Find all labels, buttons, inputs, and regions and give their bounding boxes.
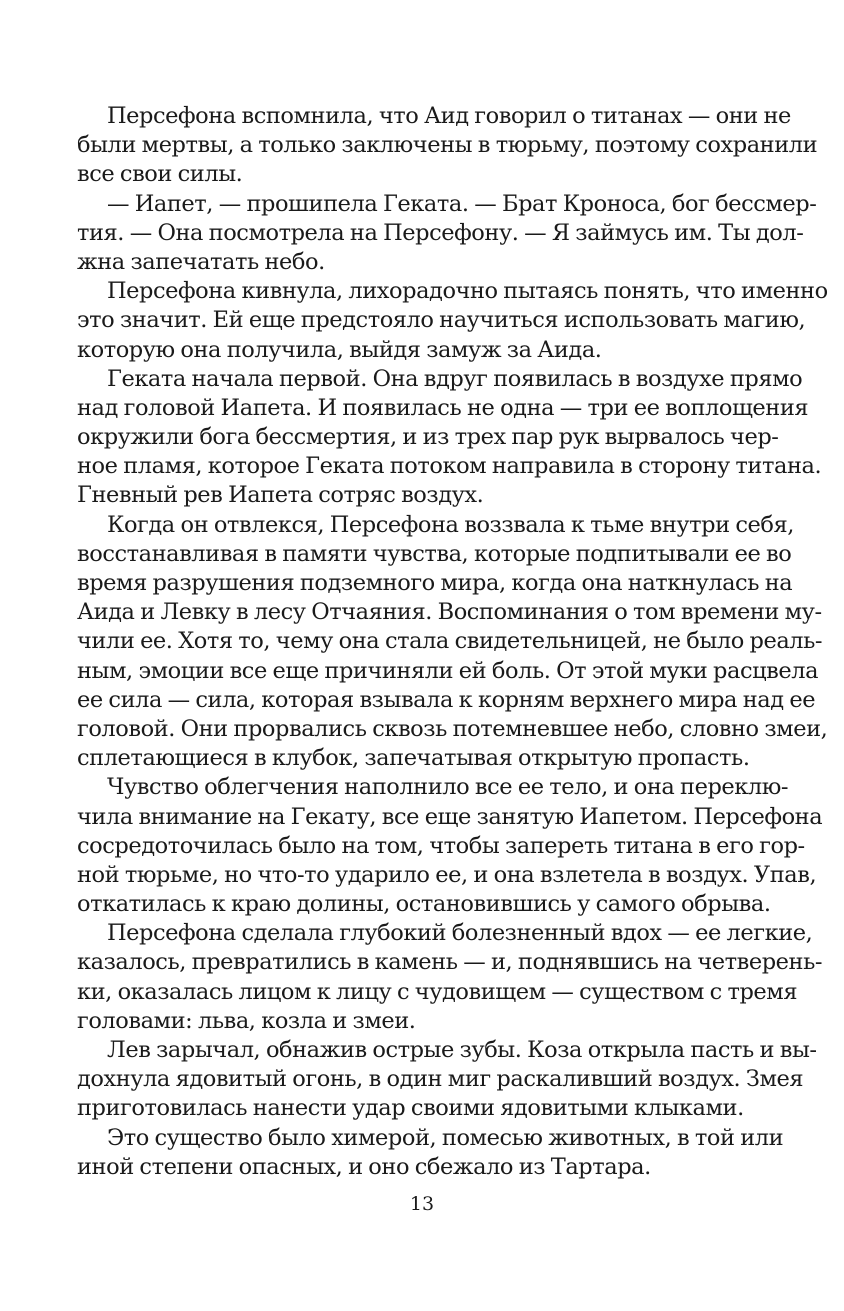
text-line: головами: льва, козла и змеи. (77, 1007, 416, 1034)
text-line: ее сила — сила, которая взывала к корням верхнего мира над ее (77, 686, 816, 713)
text-line: время разрушения подземного мира, когда она наткнулась на (77, 570, 793, 596)
text-line: Персефона вспомнила, что Аид говорил о титанах — они не (107, 103, 791, 129)
paragraph (77, 277, 828, 365)
text-line: ным, эмоции все еще причиняли ей боль. От этой муки расцвела (77, 657, 819, 684)
book-page-text (77, 102, 828, 1182)
paragraph (77, 1124, 784, 1182)
text-line: восстанавливая в памяти чувства, которые подпитывали ее во (77, 540, 792, 567)
paragraph (77, 1036, 817, 1124)
paragraph (77, 190, 817, 278)
text-line: тия. — Она посмотрела на Персефону. — Я займусь им. Ты дол- (77, 219, 804, 246)
text-line: сплетающиеся в клубок, запечатывая открытую пропасть. (77, 745, 750, 772)
text-line: чила внимание на Гекату, все еще занятую Иапетом. Персефона (77, 803, 823, 830)
text-line: Лев зарычал, обнажив острые зубы. Коза открыла пасть и вы- (107, 1037, 817, 1063)
text-line: были мертвы, а только заключены в тюрьму, поэтому сохранили (77, 132, 818, 159)
paragraph (77, 919, 823, 1036)
paragraph (77, 102, 818, 190)
text-line: казалось, превратились в камень — и, поднявшись на четверень- (77, 949, 823, 976)
text-line: ное пламя, которое Геката потоком направила в сторону титана. (77, 453, 822, 480)
text-line: все свои силы. (77, 161, 243, 188)
text-line: головой. Они прорвались сквозь потемневшее небо, словно змеи, (77, 715, 828, 742)
text-line: это значит. Ей еще предстояло научиться использовать магию, (77, 307, 806, 334)
paragraph (77, 773, 823, 919)
text-line: ки, оказалась лицом к лицу с чудовищем — существом с тремя (77, 978, 798, 1005)
text-line: — Иапет, — прошипела Геката. — Брат Кроноса, бог бессмер- (107, 190, 817, 217)
text-line: жна запечатать небо. (77, 248, 325, 275)
text-line: Персефона кивнула, лихорадочно пытаясь понять, что именно (107, 278, 828, 305)
text-line: приготовилась нанести удар своими ядовитыми клыками. (77, 1095, 744, 1122)
text-line: Это существо было химерой, помесью животных, в той или (107, 1124, 784, 1151)
text-line: окружили бога бессмертия, и из трех пар рук вырвалось чер- (77, 424, 779, 451)
paragraph (77, 511, 828, 774)
text-line: Геката начала первой. Она вдруг появилась в воздухе прямо (107, 365, 803, 392)
text-line: Персефона сделала глубокий болезненный вдох — ее легкие, (107, 920, 813, 947)
page-number: 13 (409, 1193, 435, 1215)
text-line: сосредоточилась было на том, чтобы запереть титана в его гор- (77, 832, 805, 859)
text-line: Когда он отвлекся, Персефона воззвала к тьме внутри себя, (107, 511, 794, 538)
text-line: Чувство облегчения наполнило все ее тело, и она переклю- (107, 774, 789, 801)
text-line: над головой Иапета. И появилась не одна — три ее воплощения (77, 394, 809, 421)
text-line: ной тюрьме, но что-то ударило ее, и она взлетела в воздух. Упав, (77, 861, 817, 888)
text-line: которую она получила, выйдя замуж за Аида. (77, 336, 602, 363)
text-line: дохнула ядовитый огонь, в один миг раскаливший воздух. Змея (77, 1066, 804, 1093)
paragraph (77, 365, 822, 511)
text-line: Гневный рев Иапета сотряс воздух. (77, 482, 484, 509)
text-line: Аида и Левку в лесу Отчаяния. Воспоминания о том времени му- (77, 599, 822, 626)
text-line: откатилась к краю долины, остановившись у самого обрыва. (77, 891, 771, 918)
text-line: иной степени опасных, и оно сбежало из Тартара. (77, 1153, 651, 1180)
text-line: чили ее. Хотя то, чему она стала свидетельницей, не было реаль- (77, 628, 823, 655)
